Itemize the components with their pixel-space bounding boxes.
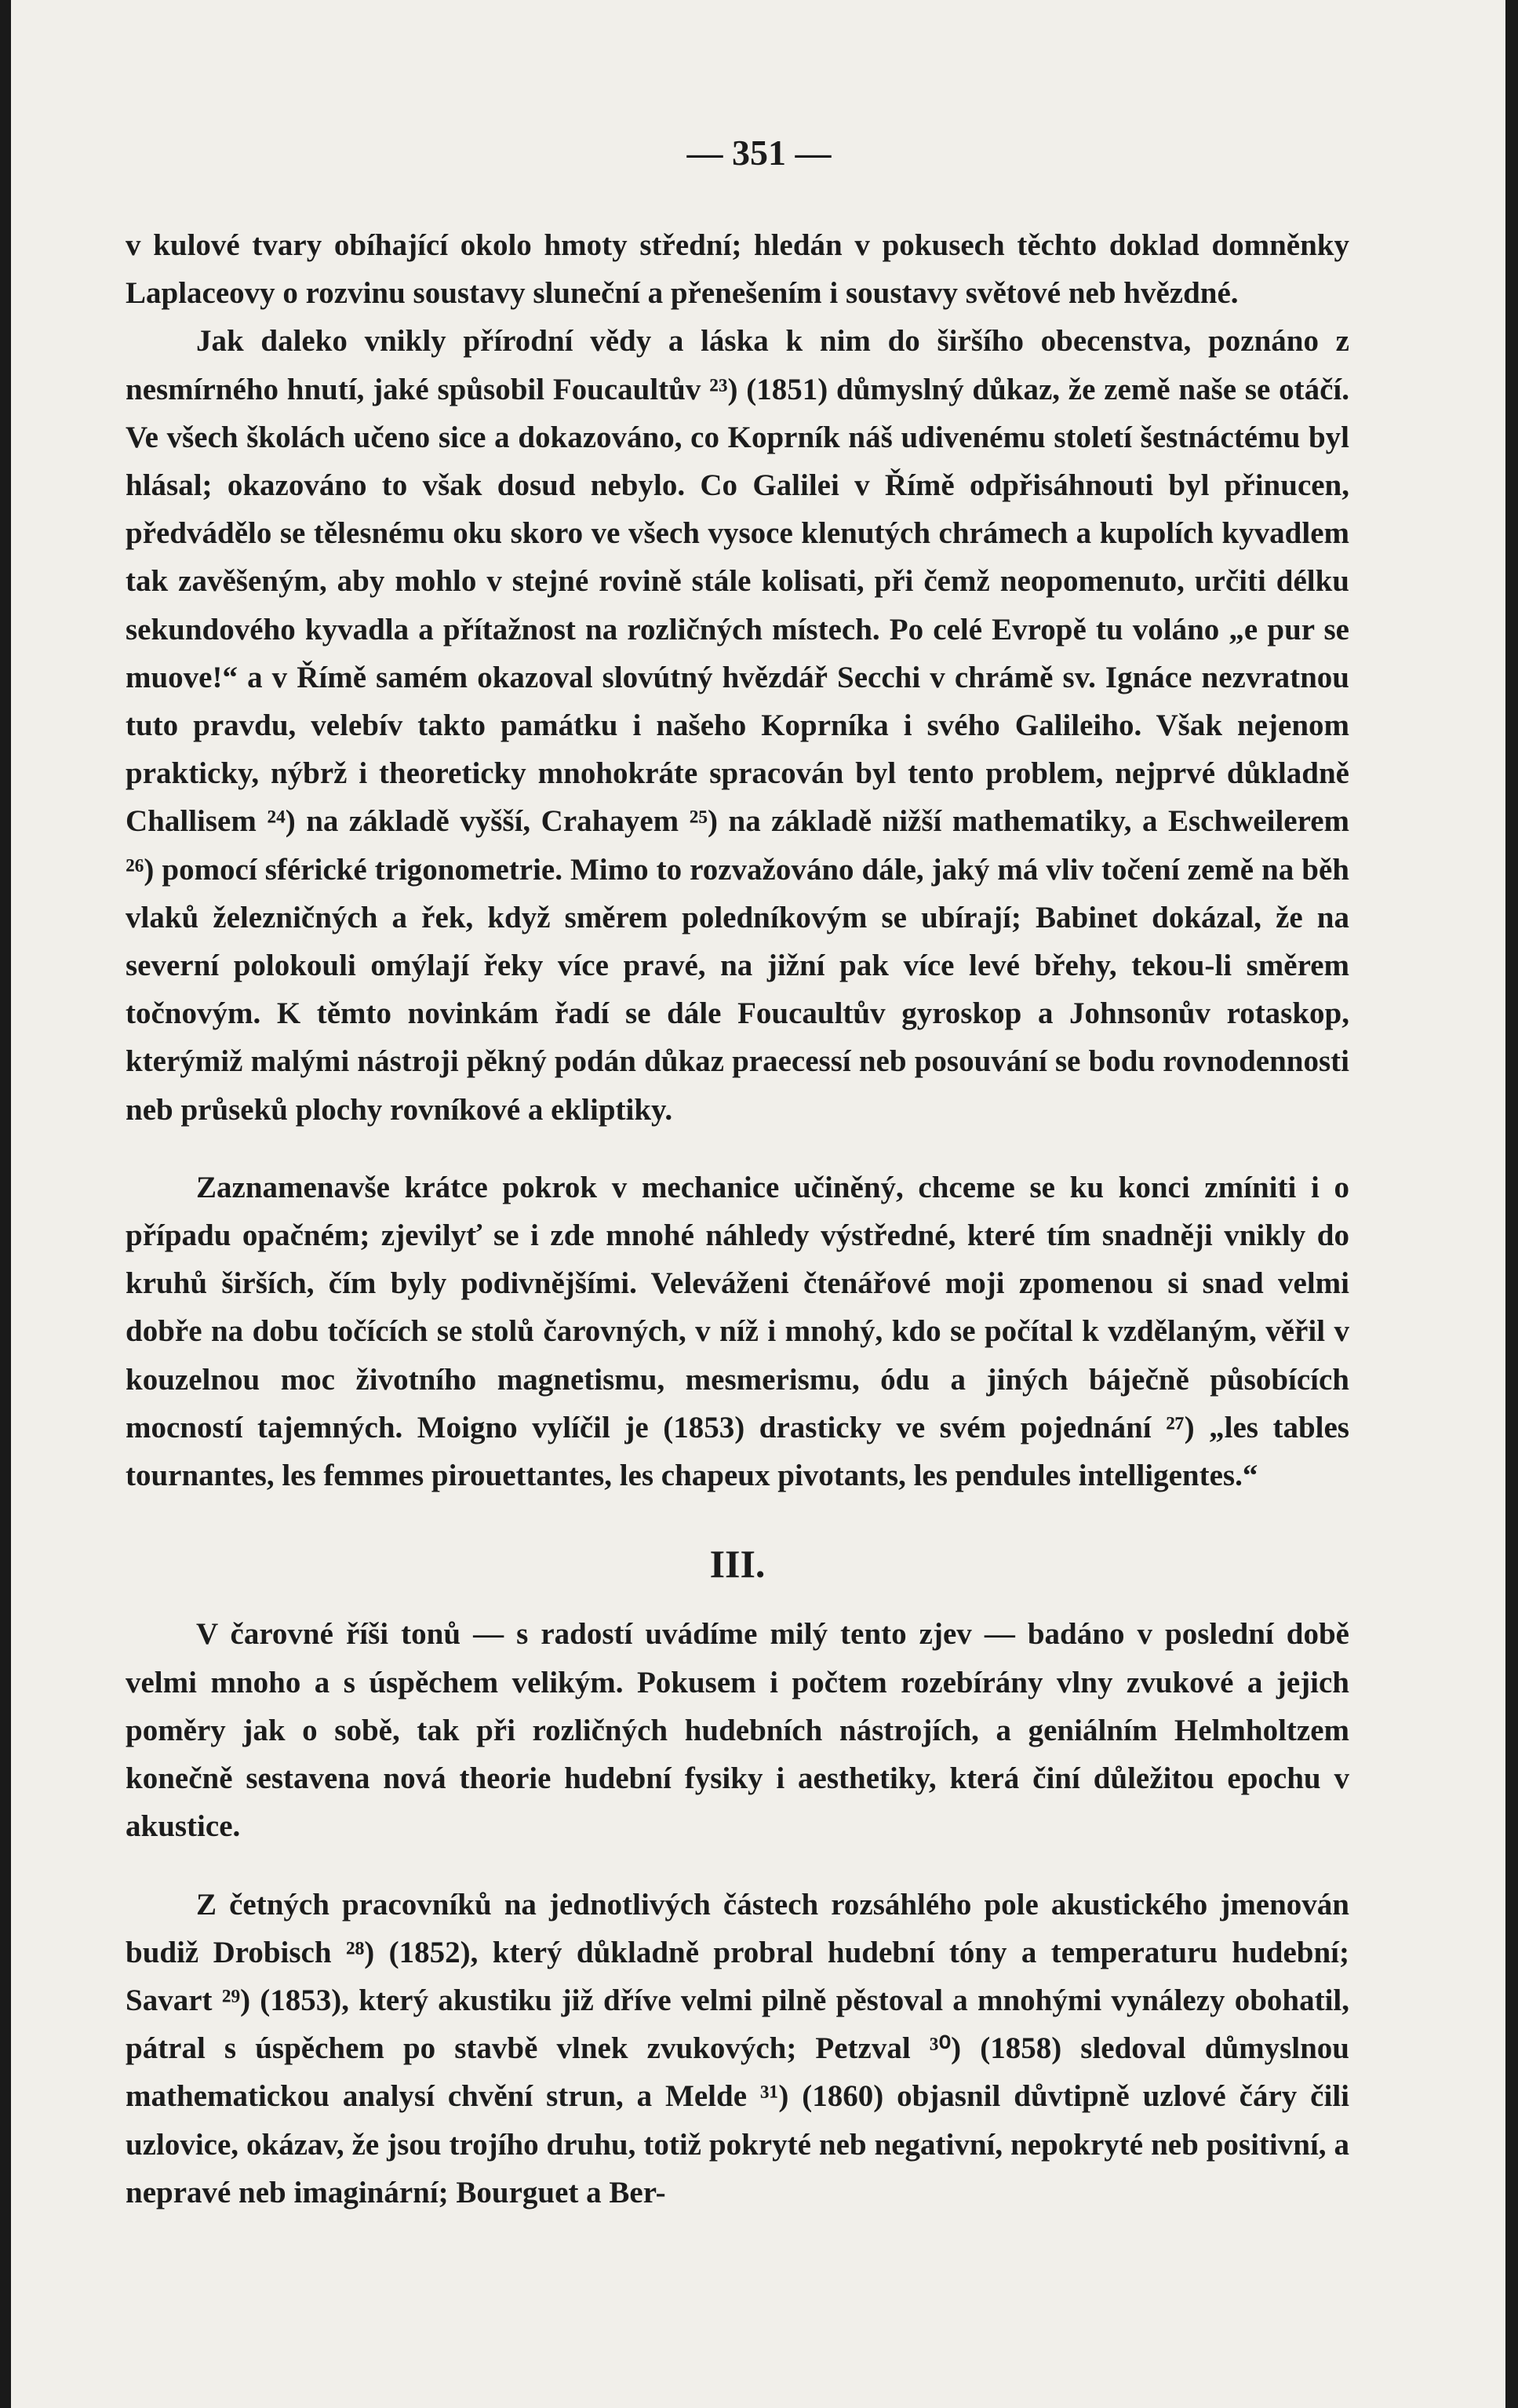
page-number: — 351 — [686, 133, 832, 173]
section-heading: III. [709, 1542, 766, 1587]
paragraph-3: Zaznamenavše krátce pokrok v mechanice učiněný, chceme se ku konci zmíniti i o případu opačném; zjevilyť se i zde mnohé náhledy výstředné, které tím snadněji vnikly do kruhů širších, čím byly podivnějšími. Veleváženi čtenářové moji zpomenou si snad velmi dobře na dobu točících se stolů čarovných, v níž i mnohý, kdo se počítal k vzdělaným, věřil v kouzelnou moc životního magnetismu, mesmerismu, ódu a jiných báječně působících mocností tajemných. Moigno vylíčil je (1853) drasticky ve svém pojednání ²⁷) „les tables tournantes, les femmes pirouettantes, les chapeux pivotants, les pendules intelligentes.“ [126, 1170, 1349, 1493]
paragraph-1: v kulové tvary obíhající okolo hmoty střední; hledán v pokusech těchto doklad domněnky Laplaceovy o rozvinu soustavy sluneční a přenešením i soustavy světové neb hvězdné. [126, 228, 1349, 311]
body-text [126, 221, 1349, 2217]
paragraph-2: Jak daleko vnikly přírodní vědy a láska k nim do širšího obecenstva, poznáno z nesmírného hnutí, jaké spůsobil Foucaultův ²³) (1851) důmyslný důkaz, že země naše se otáčí. Ve všech školách učeno sice a dokazováno, co Koprník náš udivenému století šestnáctému byl hlásal; okazováno to však dosud nebylo. Co Galilei v Římě odpřisáhnouti byl přinucen, předvádělo se tělesnému oku skoro ve všech vysoce klenutých chrámech a kupolích kyvadlem tak zavěšeným, aby mohlo v stejné rovině stále kolisati, při čemž neopomenuto, určiti délku sekundového kyvadla a přítažnost na rozličných místech. Po celé Evropě tu voláno „e pur se muove!“ a v Římě samém okazoval slovútný hvězdář Secchi v chrámě sv. Ignáce nezvratnou tuto pravdu, velebív takto památku i našeho Koprníka i svého Galileiho. Však nejenom prakticky, nýbrž i theoreticky mnohokráte spracován byl tento problem, nejprvé důkladně Challisem ²⁴) na základě vyšší, Crahayem ²⁵) na základě nižší mathematiky, a Eschweilerem ²⁶) pomocí sférické trigonometrie. Mimo to rozvažováno dále, jaký má vliv točení země na běh vlaků železničných a řek, když směrem poledníkovým se ubírají; Babinet dokázal, že na severní polokouli omýlají řeky více pravé, na jižní pak více levé břehy, tekou-li směrem točnovým. K těmto novinkám řadí se dále Foucaultův gyroskop a Johnsonův rotaskop, kterýmiž malými nástroji pěkný podán důkaz praecessí neb posouvání se bodu rovnodennosti neb průseků plochy rovníkové a ekliptiky. [126, 324, 1349, 1127]
paragraph-4: V čarovné říši tonů — s radostí uvádíme milý tento zjev — badáno v poslední době velmi mnoho a s úspěchem velikým. Pokusem i počtem rozebírány vlny zvukové a jejich poměry jak o sobě, tak při rozličných hudebních nástrojích, a geniálním Helmholtzem konečně sestavena nová theorie hudební fysiky i aesthetiky, která činí důležitou epochu v akustice. [126, 1617, 1349, 1844]
paragraph-5: Z četných pracovníků na jednotlivých částech rozsáhlého pole akustického jmenován budiž Drobisch ²⁸) (1852), který důkladně probral hudební tóny a temperaturu hudební; Savart ²⁹) (1853), který akustiku již dříve velmi pilně pěstoval a mnohými vynálezy obohatil, pátral s úspěchem po stavbě vlnek zvukových; Petzval ³⁰) (1858) sledoval důmyslnou mathematickou analysí chvění strun, a Melde ³¹) (1860) objasnil důvtipně uzlové čáry čili uzlovice, okázav, že jsou trojího druhu, totiž pokryté neb negativní, nepokryté neb positivní, a nepravé neb imaginární; Bourguet a Ber- [126, 1887, 1349, 2209]
